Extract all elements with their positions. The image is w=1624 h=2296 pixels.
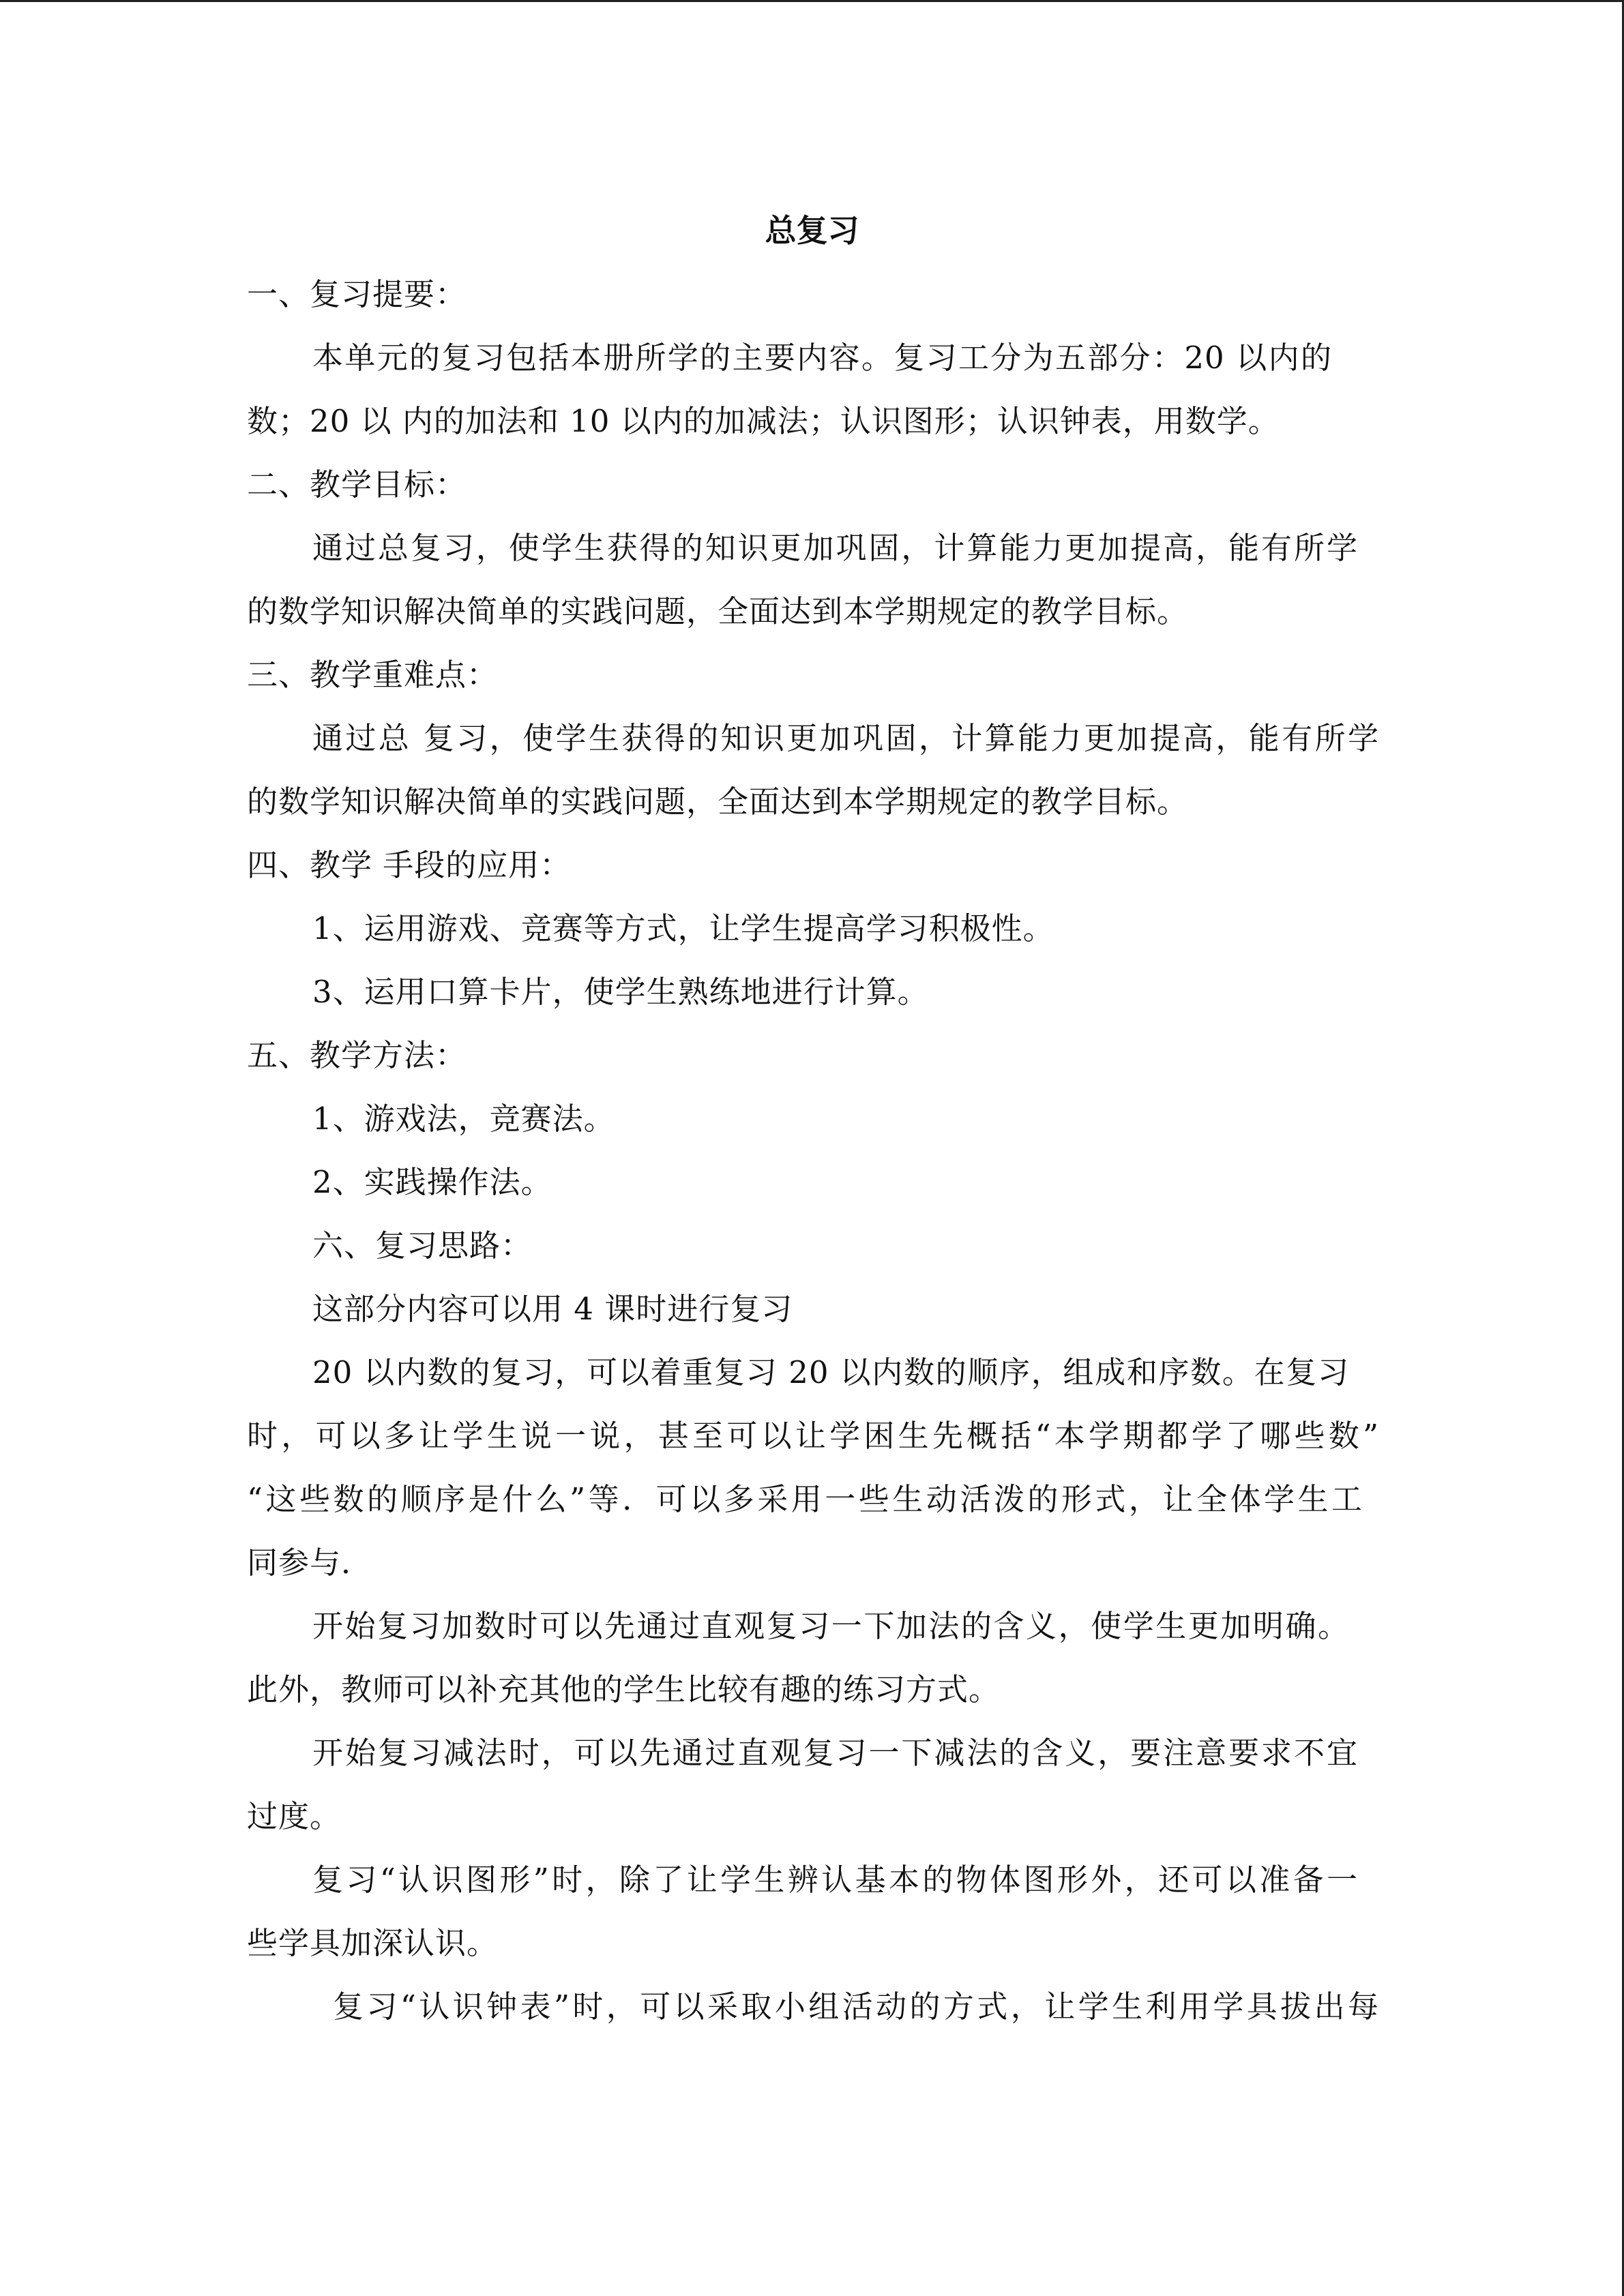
section-heading: 一、复习提要： — [247, 276, 467, 312]
paragraph-line: 复习“认识钟表”时，可以采取小组活动的方式，让学生利用学具拔出每 — [333, 1988, 1379, 2025]
section-heading: 二、教学目标： — [247, 466, 467, 503]
paragraph-line: 通过总 复习，使学生获得的知识更加巩固，计算能力更加提高，能有所学 — [312, 720, 1379, 756]
paragraph-line: “这些数的顺序是什么”等．可以多采用一些生动活泼的形式，让全体学生工 — [247, 1481, 1363, 1517]
paragraph-line: 复习“认识图形”时，除了让学生辨认基本的物体图形外，还可以准备一 — [312, 1862, 1358, 1898]
paragraph-line: 数；20 以 内的加法和 10 以内的加减法；认识图形；认识钟表，用数学。 — [247, 403, 1280, 439]
section-heading: 三、教学重难点： — [247, 657, 499, 693]
paragraph-line: 此外，教师可以补充其他的学生比较有趣的练习方式。 — [247, 1671, 1001, 1708]
list-item: 1、运用游戏、竞赛等方式，让学生提高学习积极性。 — [312, 910, 1054, 946]
list-item: 1、游戏法，竞赛法。 — [312, 1101, 615, 1137]
paragraph-line: 过度。 — [247, 1798, 342, 1834]
section-heading: 四、教学 手段的应用： — [247, 847, 572, 883]
list-item: 2、实践操作法。 — [312, 1164, 552, 1200]
paragraph-line: 本单元的复习包括本册所学的主要内容。复习工分为五部分：20 以内的 — [312, 340, 1332, 376]
section-heading: 六、复习思路： — [312, 1227, 533, 1264]
top-border — [0, 0, 1624, 2]
paragraph-line: 些学具加深认识。 — [247, 1925, 499, 1961]
paragraph-line: 开始复习加数时可以先通过直观复习一下加法的含义，使学生更加明确。 — [312, 1608, 1349, 1644]
page-title: 总复习 — [765, 212, 859, 249]
list-item: 3、运用口算卡片，使学生熟练地进行计算。 — [312, 974, 929, 1010]
paragraph-line: 开始复习减法时，可以先通过直观复习一下减法的含义，要注意要求不宜 — [312, 1735, 1358, 1771]
paragraph-line: 时，可以多让学生说一说，甚至可以让学困生先概括“本学期都学了哪些数” — [247, 1418, 1379, 1454]
paragraph-line: 通过总复习，使学生获得的知识更加巩固，计算能力更加提高，能有所学 — [312, 530, 1358, 566]
paragraph-line: 这部分内容可以用 4 课时进行复习 — [312, 1291, 793, 1327]
paragraph-line: 的数学知识解决简单的实践问题，全面达到本学期规定的教学目标。 — [247, 784, 1189, 820]
paragraph-line: 的数学知识解决简单的实践问题，全面达到本学期规定的教学目标。 — [247, 593, 1189, 629]
section-heading: 五、教学方法： — [247, 1037, 467, 1073]
paragraph-line: 20 以内数的复习，可以着重复习 20 以内数的顺序，组成和序数。在复习 — [312, 1354, 1349, 1390]
paragraph-line: 同参与． — [247, 1545, 373, 1581]
